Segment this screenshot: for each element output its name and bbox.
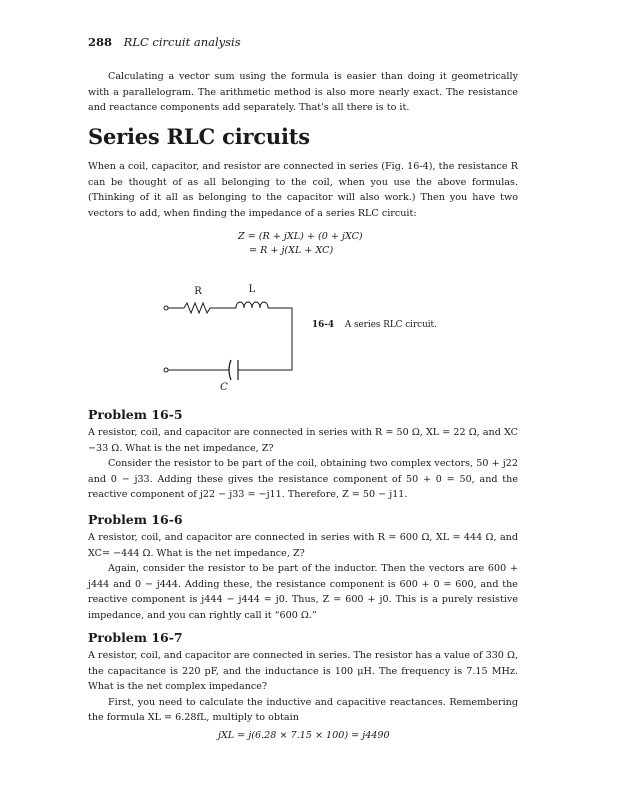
figure-caption-text: A series RLC circuit.	[344, 320, 437, 330]
figure-caption	[312, 320, 437, 330]
label-c: C	[220, 382, 228, 393]
inductor-symbol	[236, 302, 268, 308]
figure-number: 16-4	[312, 320, 335, 330]
running-title: RLC circuit analysis	[123, 35, 241, 49]
problem-16-5-heading: Problem 16-5	[88, 407, 183, 422]
wire-right-side	[238, 308, 292, 370]
problem-16-7-body	[88, 648, 518, 726]
equation-line-1: Z = (R + jXL) + (0 + jXC)	[238, 231, 363, 242]
terminal-top	[164, 306, 168, 310]
intro-paragraph: Calculating a vector sum using the formula is easier than doing it geometrically with a parallelogram. The arithmetic method is also more nearly exact. The resistance and reactance components add separately. That's all there is to it.	[88, 71, 518, 114]
problem-16-7-solution: First, you need to calculate the inductive and capacitive reactances. Remembering the formula XL = 6.28fL, multiply to obtain	[88, 696, 518, 724]
resistor-symbol	[184, 303, 210, 313]
problem-16-6-statement: A resistor, coil, and capacitor are connected in series with R = 600 Ω, XL = 444 Ω, and XC= −444 Ω. What is the net impedance, Z?	[88, 532, 518, 559]
impedance-equation	[238, 230, 438, 258]
label-r: R	[194, 286, 202, 297]
problem-16-6-body	[88, 530, 518, 624]
capacitor-plate-left	[229, 360, 231, 380]
problem-16-6-heading: Problem 16-6	[88, 512, 183, 527]
problem-16-7-statement: A resistor, coil, and capacitor are connected in series. The resistor has a value of 330 Ω, the capacitance is 220 pF, and the inductance is 100 μH. The frequency is 7.15 MHz. What is the net complex impedance?	[88, 650, 518, 693]
series-rlc-circuit-diagram	[158, 280, 318, 395]
label-l: L	[248, 284, 256, 295]
equation-line-2: = R + j(XL + XC)	[249, 245, 334, 256]
section-heading: Series RLC circuits	[88, 124, 310, 149]
page-number: 288	[88, 35, 113, 49]
section-body: When a coil, capacitor, and resistor are connected in series (Fig. 16-4), the resistance R can be thought of as all belonging to the coil, when you use the above formulas. (Thinking of it all as belonging to the capacitor will also work.) Then you have two vectors to add, when finding the impedance of a series RLC circuit:	[88, 161, 518, 219]
terminal-bottom	[164, 368, 168, 372]
problem-16-7-heading: Problem 16-7	[88, 630, 183, 645]
problem-16-6-solution: Again, consider the resistor to be part of the inductor. Then the vectors are 600 + j444 and 0 − j444. Adding these, the resistance component is 600 + 0 = 600, and the reactive component is j444 − j444 = j0. Thus, Z = 600 + j0. This is a purely resistive impedance, and you can rightly call it “600 Ω.”	[88, 563, 518, 621]
problem-16-5-statement: A resistor, coil, and capacitor are connected in series with R = 50 Ω, XL = 22 Ω, and XC −33 Ω. What is the net impedance, Z?	[88, 427, 518, 454]
section-body-block	[88, 159, 518, 221]
intro-paragraph-block	[88, 69, 518, 116]
problem-16-5-solution: Consider the resistor to be part of the coil, obtaining two complex vectors, 50 + j22 and 0 − j33. Adding these gives the resistance component of 50 + 0 = 50, and the reactive component of j22 − j33 = −j11. Therefore, Z = 50 − j11.	[88, 458, 518, 501]
running-head	[88, 35, 241, 49]
problem-16-5-body	[88, 425, 518, 503]
inductive-reactance-equation: jXL = j(6.28 × 7.15 × 100) = j4490	[218, 730, 390, 741]
